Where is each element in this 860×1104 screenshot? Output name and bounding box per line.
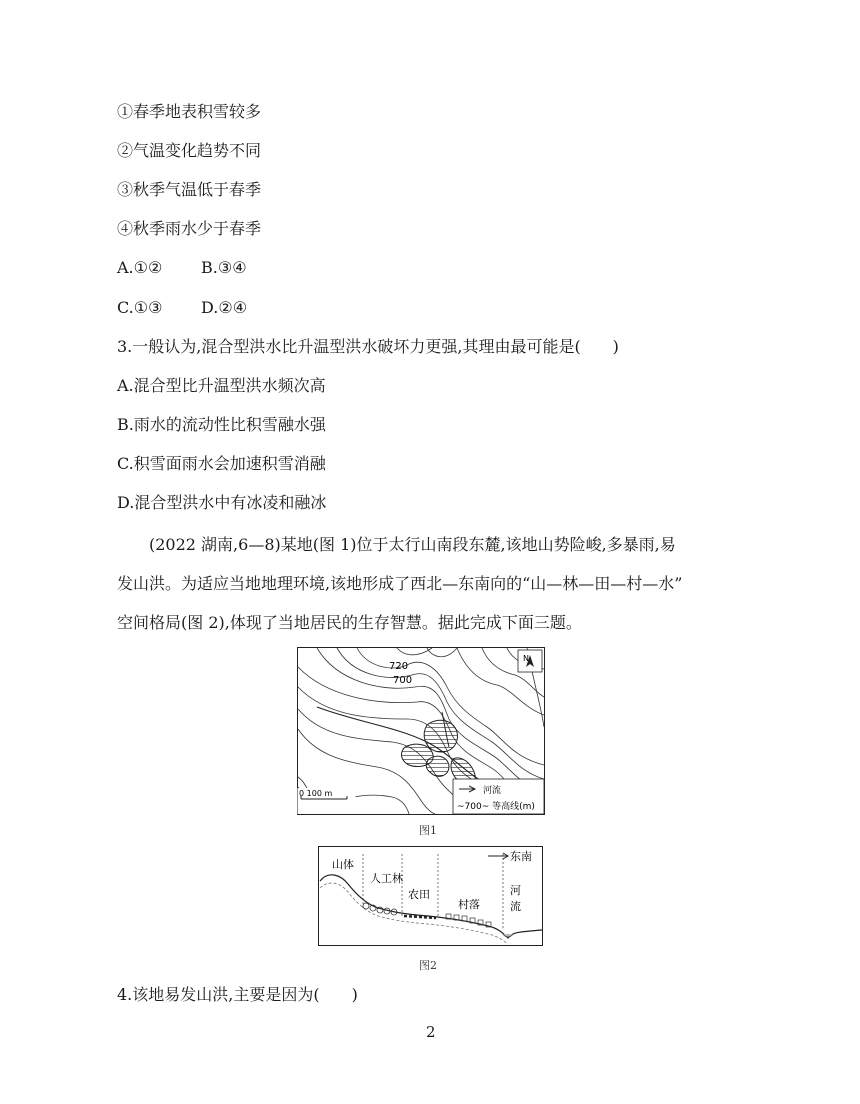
q2-option-b: B.③④ [201, 258, 247, 277]
zone-village: 村落 [458, 898, 480, 911]
figure-1-caption: 图1 [419, 824, 437, 837]
scale-bar-label: 0 100 m [299, 789, 333, 798]
legend-river-label: 河流 [483, 786, 502, 796]
figure-2-cross-section [318, 846, 543, 946]
figure-1-contour-map [297, 647, 545, 815]
passage-line-3: 空间格局(图 2),体现了当地居民的生存智慧。据此完成下面三题。 [117, 613, 582, 632]
contour-label-700: 700 [393, 675, 413, 686]
zone-river-2: 流 [510, 900, 521, 913]
page-number: 2 [426, 1023, 436, 1041]
q3-stem: 3.一般认为,混合型洪水比升温型洪水破坏力更强,其理由最可能是( ) [117, 337, 619, 356]
q2-option-a: A.①② [117, 258, 163, 277]
direction-label: 东南 [510, 850, 532, 863]
north-label: N [523, 654, 529, 663]
q2-option-d: D.②④ [201, 298, 248, 317]
zone-farmland: 农田 [408, 888, 430, 901]
q2-option-c: C.①③ [117, 298, 163, 317]
statement-1: ①春季地表积雪较多 [117, 102, 262, 121]
zone-forest: 人工林 [370, 872, 403, 885]
contour-label-720: 720 [389, 661, 409, 672]
passage-line-2: 发山洪。为适应当地地理环境,该地形成了西北—东南向的“山—林—田—村—水” [117, 574, 683, 593]
passage-line-1: (2022 湖南,6—8)某地(图 1)位于太行山南段东麓,该地山势险峻,多暴雨,易 [149, 535, 676, 554]
q3-option-d: D.混合型洪水中有冰凌和融冰 [117, 493, 327, 512]
statement-4: ④秋季雨水少于春季 [117, 219, 262, 238]
statement-2: ②气温变化趋势不同 [117, 141, 262, 160]
q3-option-c: C.积雪面雨水会加速积雪消融 [117, 454, 326, 473]
q3-option-b: B.雨水的流动性比积雪融水强 [117, 415, 326, 434]
q4-stem: 4.该地易发山洪,主要是因为( ) [117, 985, 358, 1004]
zone-mountain: 山体 [332, 858, 354, 871]
statement-3: ③秋季气温低于春季 [117, 180, 262, 199]
legend-contour-label: ~700~ 等高线(m) [457, 802, 535, 812]
q3-option-a: A.混合型比升温型洪水频次高 [117, 376, 326, 395]
figure-2-caption: 图2 [419, 959, 437, 972]
zone-river-1: 河 [510, 884, 521, 897]
